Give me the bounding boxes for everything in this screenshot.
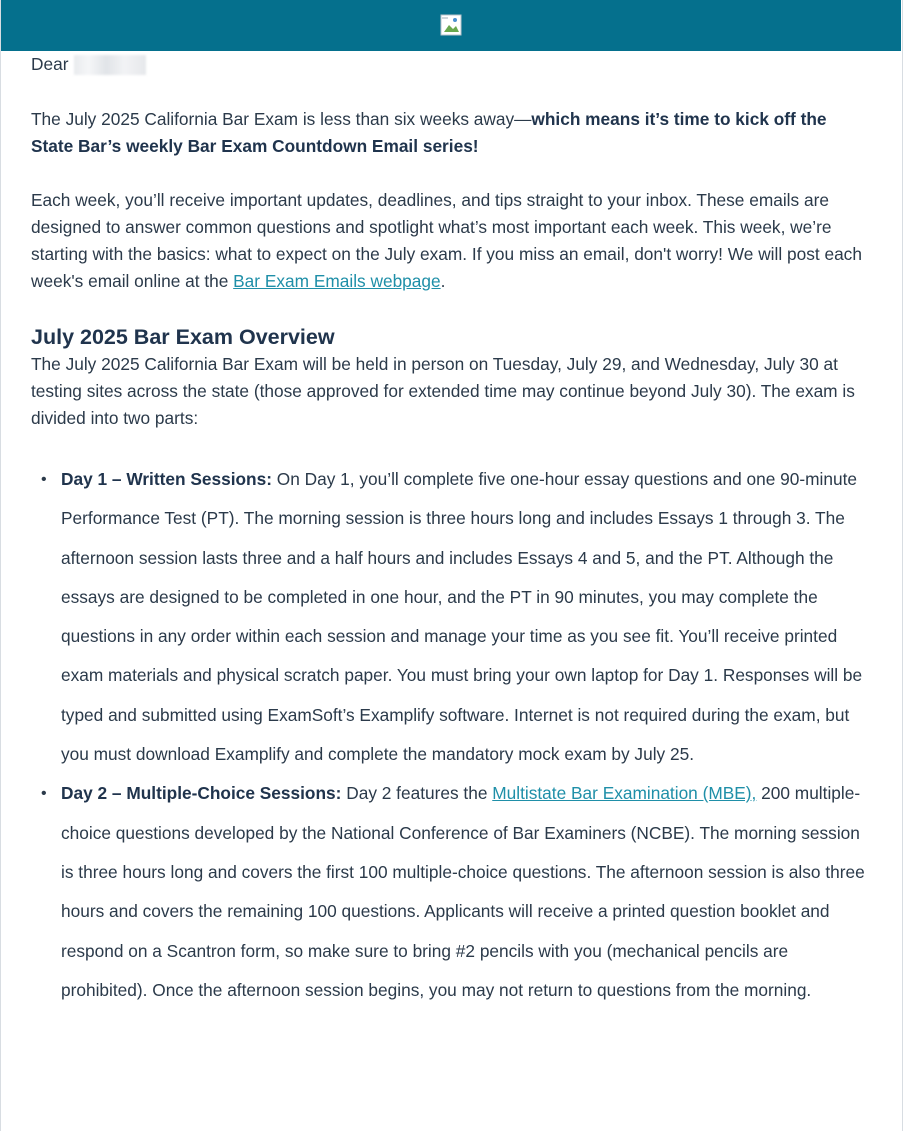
day-1-title: Day 1 – Written Sessions: xyxy=(61,469,272,489)
mbe-link[interactable]: Multistate Bar Examination (MBE), xyxy=(492,783,757,804)
overview-paragraph: The July 2025 California Bar Exam will be held in person on Tuesday, July 29, and Wednesday, July 30 at testing sites across the state (those approved for extended time may continue beyond July 30). The exam is divided into two parts: xyxy=(31,354,855,428)
overview-heading: July 2025 Bar Exam Overview xyxy=(31,325,335,349)
day-2-text: 200 multiple-choice questions developed by the National Conference of Bar Examiners (NCBE). The morning session is three hours long and covers the first 100 multiple-choice questions. The afternoon session is also three hours and covers the remaining 100 questions. Applicants will receive a printed question booklet and respond on a Scantron form, so make sure to bring #2 pencils with you (mechanical pencils are prohibited). Once the afternoon session begins, you may not return to questions from the morning. xyxy=(61,783,865,1000)
day-2-text-before-link: Day 2 features the xyxy=(341,783,493,804)
day-2-title: Day 2 – Multiple-Choice Sessions: xyxy=(61,783,342,804)
email-header-banner xyxy=(1,0,901,51)
email-body xyxy=(31,51,866,1010)
intro-paragraph xyxy=(31,106,866,160)
greeting-text: Dear xyxy=(31,54,69,74)
bullet-icon: • xyxy=(41,471,47,488)
bar-exam-emails-link[interactable]: Bar Exam Emails webpage xyxy=(233,271,441,291)
weekly-updates-text: Each week, you’ll receive important updates, deadlines, and tips straight to your inbox. These emails are designed to answer common questions and spotlight what’s most important each week. This week, we’re starting with the basics: what to expect on the July exam. If you miss an email, don't worry! We will post each week's email online at the xyxy=(31,190,862,291)
list-item-day-2 xyxy=(41,774,866,1010)
redacted-recipient-name xyxy=(74,55,146,75)
weekly-updates-end: . xyxy=(440,271,446,291)
intro-bold-text: which means it’s time to kick off the State Bar’s weekly Bar Exam Countdown Email series! xyxy=(31,109,827,156)
broken-image-icon xyxy=(440,14,462,36)
weekly-updates-paragraph xyxy=(31,187,866,295)
intro-text: The July 2025 California Bar Exam is less than six weeks away— xyxy=(31,109,532,129)
exam-days-list xyxy=(31,460,866,1010)
list-item-day-1 xyxy=(41,460,866,774)
day-1-text: On Day 1, you’ll complete five one-hour essay questions and one 90-minute Performance Test (PT). The morning session is three hours long and includes Essays 1 through 3. The afternoon session lasts three and a half hours and includes Essays 4 and 5, and the PT. Although the essays are designed to be completed in one hour, and the PT in 90 minutes, you may complete the questions in any order within each session and manage your time as you see fit. You’ll receive printed exam materials and physical scratch paper. You must bring your own laptop for Day 1. Responses will be typed and submitted using ExamSoft’s Examplify software. Internet is not required during the exam, but you must download Examplify and complete the mandatory mock exam by July 25. xyxy=(61,469,863,765)
bullet-icon: • xyxy=(41,785,47,803)
greeting xyxy=(31,51,866,78)
